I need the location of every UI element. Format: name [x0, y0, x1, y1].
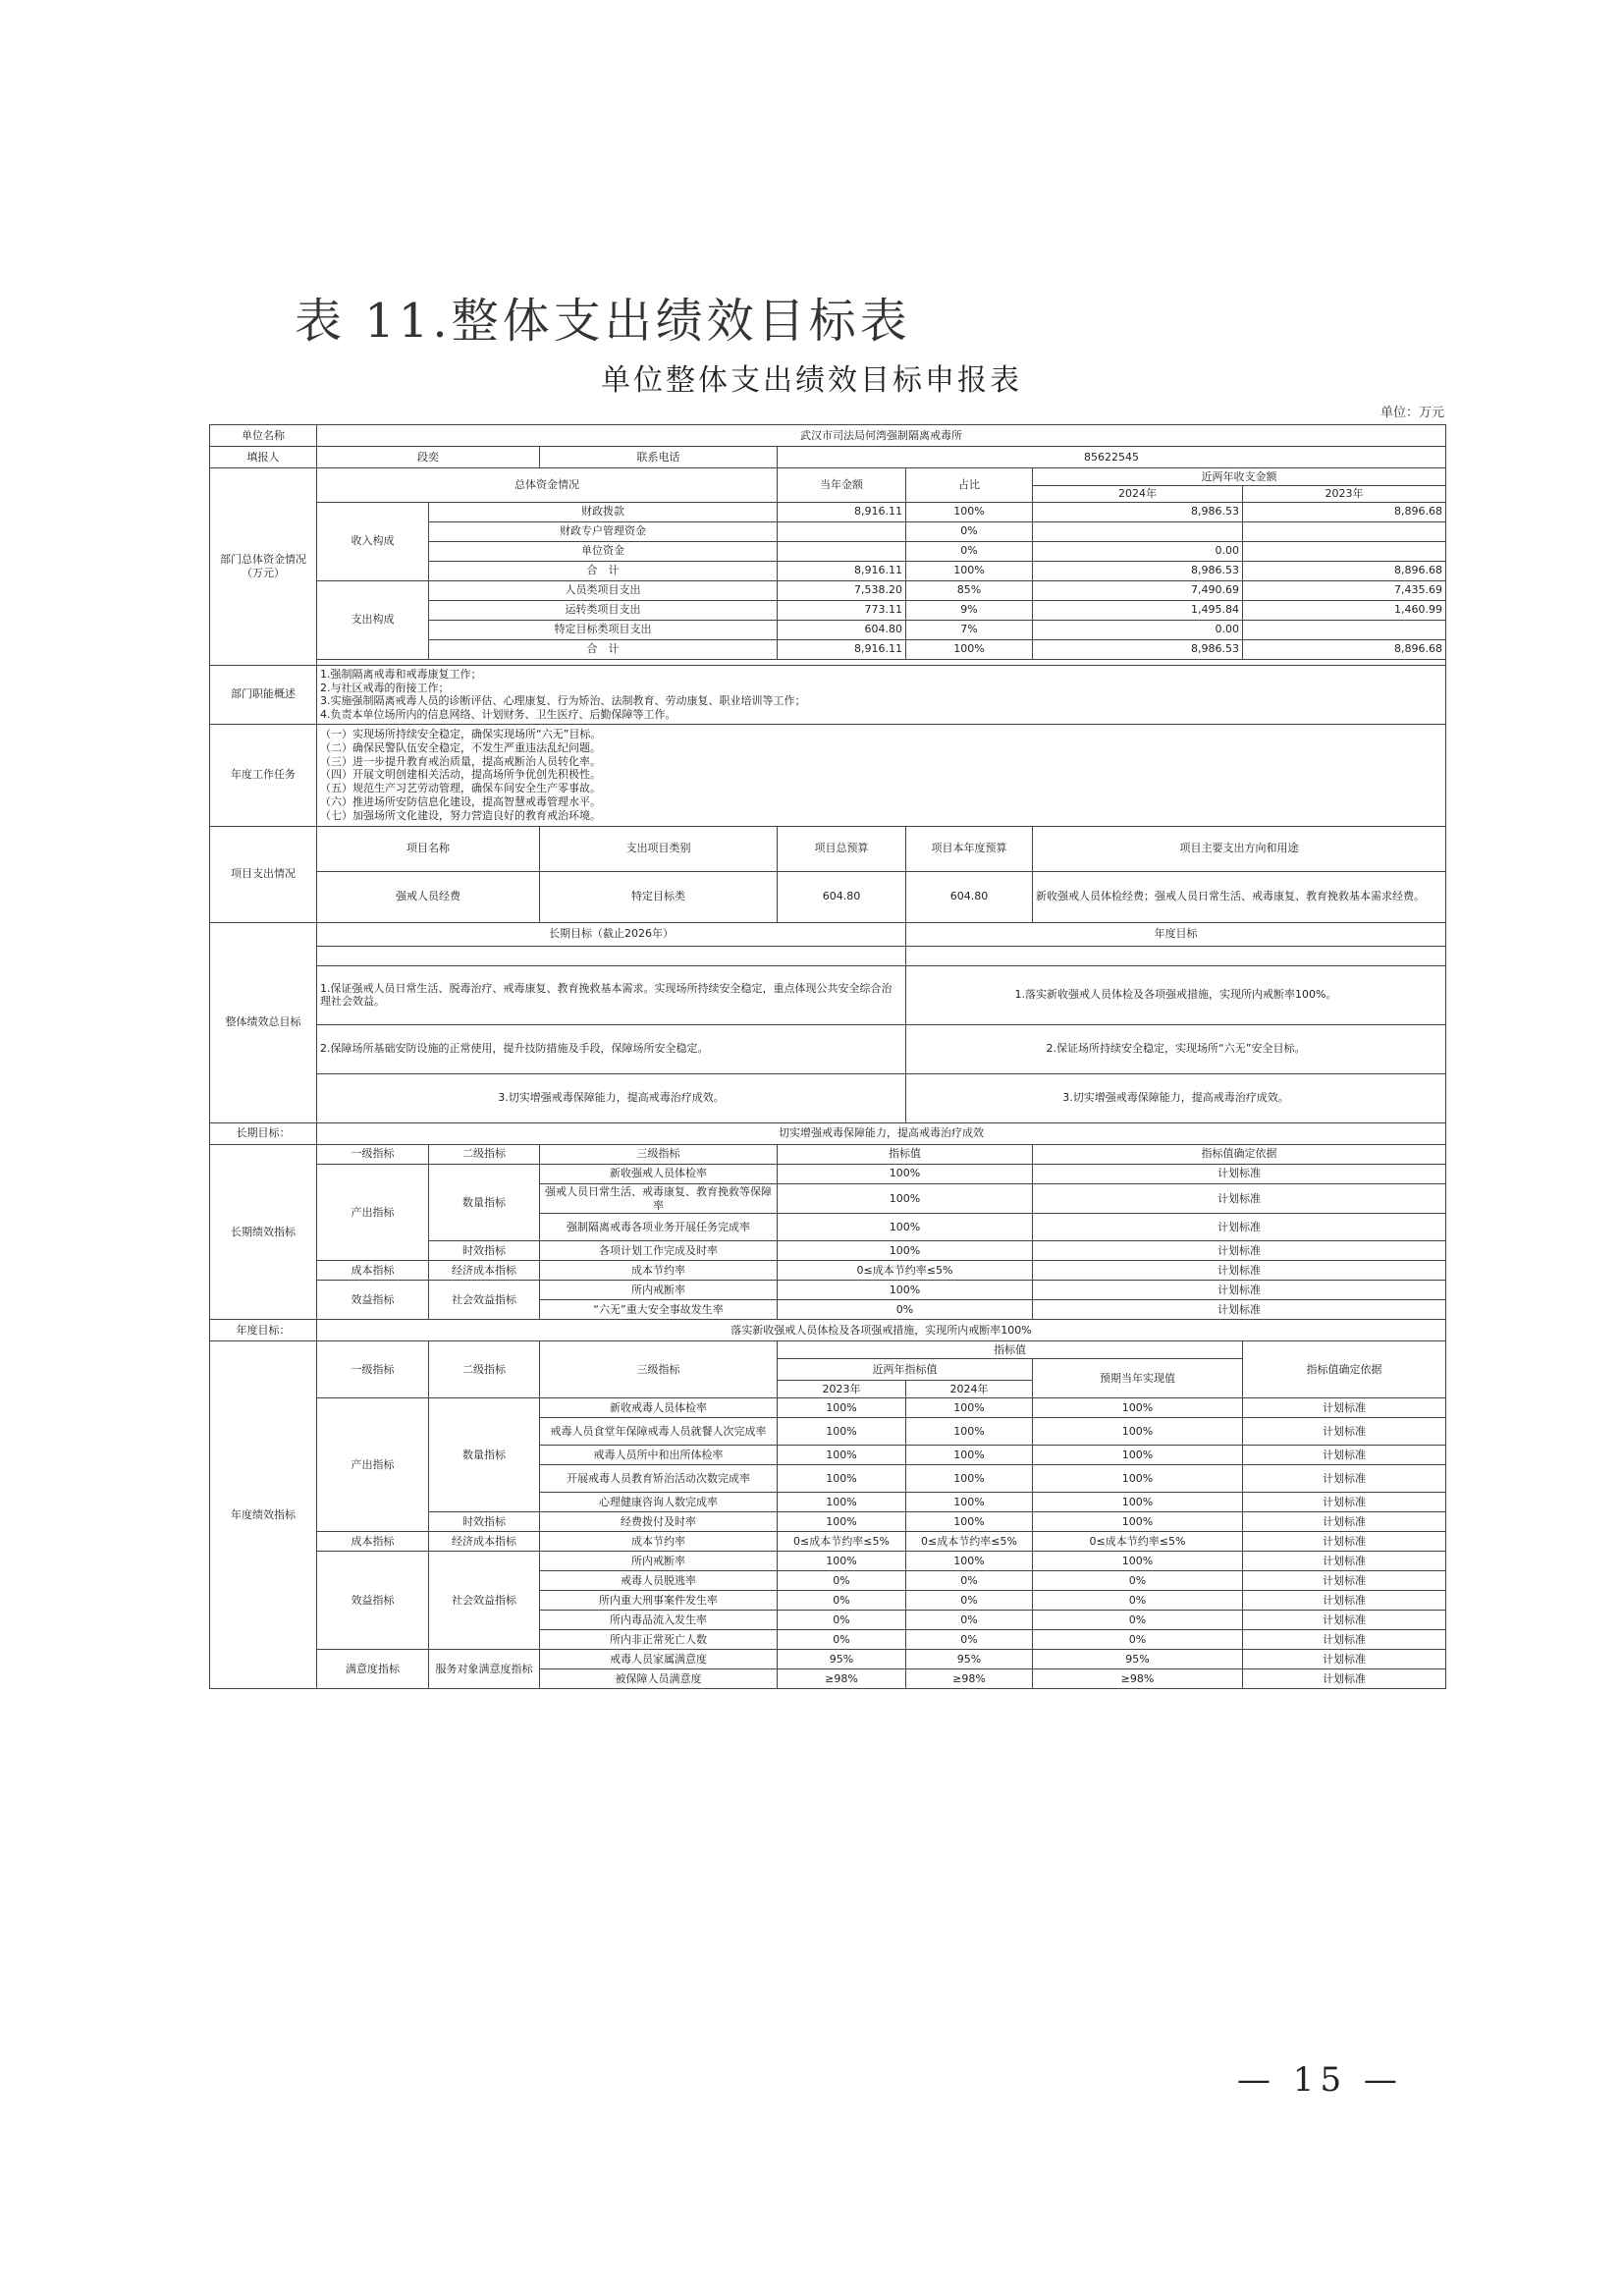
annual-basis: 计划标准	[1243, 1552, 1446, 1571]
annual-target-label: 年度目标：	[210, 1320, 317, 1341]
long-l3: 新收强戒人员体检率	[540, 1164, 778, 1183]
annual-expected: 0%	[1033, 1571, 1243, 1591]
annual-col-expected: 预期当年实现值	[1033, 1359, 1243, 1398]
long-basis: 计划标准	[1033, 1261, 1446, 1281]
project-col-purpose: 项目主要支出方向和用途	[1033, 826, 1446, 871]
expense-amount: 8,916.11	[778, 639, 906, 659]
annual-basis: 计划标准	[1243, 1446, 1446, 1465]
task-line: （六）推进场所安防信息化建设，提高智慧戒毒管理水平。	[320, 794, 601, 808]
long-value: 0≤成本节约率≤5%	[778, 1261, 1033, 1281]
expense-2024: 1,495.84	[1033, 600, 1243, 620]
income-2024: 0.00	[1033, 541, 1243, 561]
annual-col-l3: 三级指标	[540, 1341, 778, 1398]
year-goal-header: 年度目标	[906, 922, 1446, 946]
annual-l3: 所内戒断率	[540, 1552, 778, 1571]
income-name: 财政专户管理资金	[429, 521, 778, 541]
annual-l3: 被保障人员满意度	[540, 1669, 778, 1689]
annual-basis: 计划标准	[1243, 1630, 1446, 1650]
long-l3: 强制隔离戒毒各项业务开展任务完成率	[540, 1214, 778, 1241]
annual-l3: 成本节约率	[540, 1532, 778, 1552]
annual-col-recent: 近两年指标值	[778, 1359, 1033, 1381]
annual-2023: 0≤成本节约率≤5%	[778, 1532, 906, 1552]
income-amount: 8,916.11	[778, 502, 906, 521]
annual-col-value: 指标值	[778, 1341, 1243, 1359]
annual-l2: 经济成本指标	[429, 1532, 540, 1552]
annual-2023: 100%	[778, 1465, 906, 1493]
long-col-l1: 一级指标	[317, 1144, 429, 1164]
annual-2024: 100%	[906, 1512, 1033, 1532]
long-goal: 2.保障场所基础安防设施的正常使用，提升技防措施及手段，保障场所安全稳定。	[317, 1024, 906, 1073]
annual-2023: 100%	[778, 1418, 906, 1446]
overall-goals-label: 整体绩效总目标	[210, 922, 317, 1122]
long-goal: 3.切实增强戒毒保障能力，提高戒毒治疗成效。	[317, 1073, 906, 1122]
long-l2: 社会效益指标	[429, 1281, 540, 1320]
expense-ratio: 9%	[906, 600, 1033, 620]
unit-name: 武汉市司法局何湾强制隔离戒毒所	[317, 425, 1446, 447]
filler: 段奕	[317, 447, 540, 468]
annual-basis: 计划标准	[1243, 1532, 1446, 1552]
long-col-l3: 三级指标	[540, 1144, 778, 1164]
long-l3: 各项计划工作完成及时率	[540, 1241, 778, 1261]
annual-2023: 0%	[778, 1611, 906, 1630]
annual-2023: 0%	[778, 1630, 906, 1650]
expense-2023: 7,435.69	[1243, 580, 1446, 600]
expense-name: 合 计	[429, 639, 778, 659]
annual-basis: 计划标准	[1243, 1571, 1446, 1591]
annual-l1: 产出指标	[317, 1398, 429, 1532]
duties-line: 4.负责本单位场所内的信息网络、计划财务、卫生医疗、后勤保障等工作。	[320, 708, 676, 721]
funds-ratio-label: 占比	[906, 468, 1033, 503]
project-year-budget: 604.80	[906, 871, 1033, 922]
annual-expected: 100%	[1033, 1418, 1243, 1446]
annual-l1: 满意度指标	[317, 1650, 429, 1689]
annual-col-2023: 2023年	[778, 1381, 906, 1398]
annual-l3: 所内非正常死亡人数	[540, 1630, 778, 1650]
annual-2024: 100%	[906, 1465, 1033, 1493]
annual-l1: 效益指标	[317, 1552, 429, 1650]
long-l2: 经济成本指标	[429, 1261, 540, 1281]
annual-2024: 0%	[906, 1571, 1033, 1591]
annual-2023: ≥98%	[778, 1669, 906, 1689]
annual-l3: 开展戒毒人员教育矫治活动次数完成率	[540, 1465, 778, 1493]
annual-basis: 计划标准	[1243, 1611, 1446, 1630]
income-2023: 8,896.68	[1243, 502, 1446, 521]
expense-amount: 7,538.20	[778, 580, 906, 600]
expense-name: 特定目标类项目支出	[429, 620, 778, 639]
task-line: （五）规范生产习艺劳动管理，确保车间安全生产零事故。	[320, 782, 601, 795]
project-budget: 604.80	[778, 871, 906, 922]
income-2024: 8,986.53	[1033, 502, 1243, 521]
expense-label: 支出构成	[317, 580, 429, 659]
annual-2024: 100%	[906, 1493, 1033, 1512]
annual-expected: ≥98%	[1033, 1669, 1243, 1689]
annual-2024: 100%	[906, 1552, 1033, 1571]
income-amount	[778, 541, 906, 561]
project-name: 强戒人员经费	[317, 871, 540, 922]
annual-2023: 0%	[778, 1571, 906, 1591]
annual-expected: 100%	[1033, 1446, 1243, 1465]
long-basis: 计划标准	[1033, 1241, 1446, 1261]
long-l2: 数量指标	[429, 1164, 540, 1241]
performance-table	[209, 424, 1446, 1689]
annual-2023: 95%	[778, 1650, 906, 1669]
long-value: 100%	[778, 1241, 1033, 1261]
expense-ratio: 85%	[906, 580, 1033, 600]
annual-basis: 计划标准	[1243, 1418, 1446, 1446]
long-col-l2: 二级指标	[429, 1144, 540, 1164]
annual-col-basis: 指标值确定依据	[1243, 1341, 1446, 1398]
long-l3: “六无”重大安全事故发生率	[540, 1300, 778, 1320]
funds-year-2024: 2024年	[1033, 486, 1243, 503]
phone-label: 联系电话	[540, 447, 778, 468]
annual-2024: 100%	[906, 1398, 1033, 1418]
annual-expected: 100%	[1033, 1512, 1243, 1532]
long-value: 100%	[778, 1183, 1033, 1214]
long-value: 100%	[778, 1281, 1033, 1300]
expense-2023: 1,460.99	[1243, 600, 1446, 620]
annual-l3: 戒毒人员脱逃率	[540, 1571, 778, 1591]
expense-amount: 773.11	[778, 600, 906, 620]
expense-2024: 8,986.53	[1033, 639, 1243, 659]
annual-l2: 时效指标	[429, 1512, 540, 1532]
task-line: （七）加强场所文化建设，努力营造良好的教育戒治环境。	[320, 808, 601, 822]
annual-col-2024: 2024年	[906, 1381, 1033, 1398]
annual-2023: 100%	[778, 1512, 906, 1532]
annual-basis: 计划标准	[1243, 1493, 1446, 1512]
expense-2024: 0.00	[1033, 620, 1243, 639]
tasks-label: 年度工作任务	[210, 724, 317, 826]
annual-l2: 数量指标	[429, 1398, 540, 1512]
long-basis: 计划标准	[1033, 1183, 1446, 1214]
task-line: （二）确保民警队伍安全稳定，不发生严重违法乱纪问题。	[320, 740, 601, 754]
project-col-budget: 项目总预算	[778, 826, 906, 871]
annual-expected: 100%	[1033, 1398, 1243, 1418]
annual-basis: 计划标准	[1243, 1591, 1446, 1611]
annual-2024: 0%	[906, 1611, 1033, 1630]
long-value: 0%	[778, 1300, 1033, 1320]
annual-2024: ≥98%	[906, 1669, 1033, 1689]
funds-overall-label: 总体资金情况	[317, 468, 778, 503]
annual-l3: 所内重大刑事案件发生率	[540, 1591, 778, 1611]
annual-expected: 100%	[1033, 1465, 1243, 1493]
annual-2024: 0%	[906, 1591, 1033, 1611]
project-col-type: 支出项目类别	[540, 826, 778, 871]
annual-2023: 100%	[778, 1446, 906, 1465]
annual-l3: 戒毒人员家属满意度	[540, 1650, 778, 1669]
task-line: （三）进一步提升教育戒治质量，提高戒断治人员转化率。	[320, 754, 601, 768]
income-2024: 8,986.53	[1033, 561, 1243, 580]
income-2023	[1243, 521, 1446, 541]
long-col-value: 指标值	[778, 1144, 1033, 1164]
long-value: 100%	[778, 1214, 1033, 1241]
expense-2024: 7,490.69	[1033, 580, 1243, 600]
long-l1: 效益指标	[317, 1281, 429, 1320]
annual-2024: 0≤成本节约率≤5%	[906, 1532, 1033, 1552]
expense-2023	[1243, 620, 1446, 639]
phone: 85622545	[778, 447, 1446, 468]
expense-name: 运转类项目支出	[429, 600, 778, 620]
long-goal: 1.保证强戒人员日常生活、脱毒治疗、戒毒康复、教育挽救基本需求。实现场所持续安全稳定，重点体现公共安全综合治理社会效益。	[317, 965, 906, 1024]
annual-basis: 计划标准	[1243, 1669, 1446, 1689]
annual-l2: 社会效益指标	[429, 1552, 540, 1650]
long-value: 100%	[778, 1164, 1033, 1183]
long-target-label: 长期目标：	[210, 1122, 317, 1144]
expense-ratio: 100%	[906, 639, 1033, 659]
annual-expected: 0%	[1033, 1591, 1243, 1611]
annual-expected: 0%	[1033, 1611, 1243, 1630]
funds-year-2023: 2023年	[1243, 486, 1446, 503]
annual-2024: 95%	[906, 1650, 1033, 1669]
unit-name-label: 单位名称	[210, 425, 317, 447]
long-basis: 计划标准	[1033, 1300, 1446, 1320]
annual-col-l1: 一级指标	[317, 1341, 429, 1398]
long-l1: 产出指标	[317, 1164, 429, 1261]
annual-l3: 戒毒人员食堂年保障戒毒人员就餐人次完成率	[540, 1418, 778, 1446]
funds-section-label: 部门总体资金情况（万元）	[210, 468, 317, 666]
long-col-basis: 指标值确定依据	[1033, 1144, 1446, 1164]
duties-line: 2.与社区戒毒的衔接工作；	[320, 681, 450, 694]
expense-name: 人员类项目支出	[429, 580, 778, 600]
annual-expected: 100%	[1033, 1493, 1243, 1512]
income-2023	[1243, 541, 1446, 561]
annual-section-label: 年度绩效指标	[210, 1341, 317, 1689]
annual-basis: 计划标准	[1243, 1512, 1446, 1532]
income-name: 合 计	[429, 561, 778, 580]
expense-ratio: 7%	[906, 620, 1033, 639]
funds-recent-label: 近两年收支金额	[1033, 468, 1446, 486]
annual-l3: 戒毒人员所中和出所体检率	[540, 1446, 778, 1465]
annual-2024: 0%	[906, 1630, 1033, 1650]
income-2024	[1033, 521, 1243, 541]
annual-l3: 经费拨付及时率	[540, 1512, 778, 1532]
page-title: 表 11.整体支出绩效目标表	[295, 294, 911, 349]
project-col-year-budget: 项目本年度预算	[906, 826, 1033, 871]
duties-label: 部门职能概述	[210, 665, 317, 724]
income-ratio: 100%	[906, 502, 1033, 521]
expense-2023: 8,896.68	[1243, 639, 1446, 659]
income-ratio: 0%	[906, 541, 1033, 561]
annual-l2: 服务对象满意度指标	[429, 1650, 540, 1689]
long-section-label: 长期绩效指标	[210, 1144, 317, 1320]
expense-amount: 604.80	[778, 620, 906, 639]
annual-2023: 100%	[778, 1552, 906, 1571]
annual-expected: 0%	[1033, 1630, 1243, 1650]
income-ratio: 0%	[906, 521, 1033, 541]
duties-line: 3.实施强制隔离戒毒人员的诊断评估、心理康复、行为矫治、法制教育、劳动康复、职业培训等工作；	[320, 694, 806, 708]
annual-2024: 100%	[906, 1418, 1033, 1446]
income-name: 财政拨款	[429, 502, 778, 521]
year-goal: 1.落实新收强戒人员体检及各项强戒措施，实现所内戒断率100%。	[906, 965, 1446, 1024]
project-col-name: 项目名称	[317, 826, 540, 871]
long-l3: 成本节约率	[540, 1261, 778, 1281]
annual-2023: 100%	[778, 1493, 906, 1512]
year-goal: 2.保证场所持续安全稳定，实现场所“六无”安全目标。	[906, 1024, 1446, 1073]
long-l1: 成本指标	[317, 1261, 429, 1281]
long-l2: 时效指标	[429, 1241, 540, 1261]
income-2023: 8,896.68	[1243, 561, 1446, 580]
annual-expected: 100%	[1033, 1552, 1243, 1571]
long-goal-header: 长期目标（截止2026年）	[317, 922, 906, 946]
annual-basis: 计划标准	[1243, 1650, 1446, 1669]
annual-expected: 0≤成本节约率≤5%	[1033, 1532, 1243, 1552]
annual-l3: 新收戒毒人员体检率	[540, 1398, 778, 1418]
long-target-text: 切实增强戒毒保障能力，提高戒毒治疗成效	[317, 1122, 1446, 1144]
long-basis: 计划标准	[1033, 1281, 1446, 1300]
annual-basis: 计划标准	[1243, 1465, 1446, 1493]
annual-expected: 95%	[1033, 1650, 1243, 1669]
income-name: 单位资金	[429, 541, 778, 561]
annual-basis: 计划标准	[1243, 1398, 1446, 1418]
annual-2023: 100%	[778, 1398, 906, 1418]
year-goal: 3.切实增强戒毒保障能力，提高戒毒治疗成效。	[906, 1073, 1446, 1122]
long-basis: 计划标准	[1033, 1214, 1446, 1241]
project-type: 特定目标类	[540, 871, 778, 922]
income-amount: 8,916.11	[778, 561, 906, 580]
annual-2023: 0%	[778, 1591, 906, 1611]
long-basis: 计划标准	[1033, 1164, 1446, 1183]
annual-l3: 心理健康咨询人数完成率	[540, 1493, 778, 1512]
duties-line: 1.强制隔离戒毒和戒毒康复工作；	[320, 667, 482, 681]
filler-label: 填报人	[210, 447, 317, 468]
income-label: 收入构成	[317, 502, 429, 580]
annual-2024: 100%	[906, 1446, 1033, 1465]
task-line: （一）实现场所持续安全稳定，确保实现场所“六无”目标。	[320, 728, 602, 741]
unit-label: 单位：万元	[1380, 406, 1444, 420]
project-purpose: 新收强戒人员体检经费；强戒人员日常生活、戒毒康复、教育挽救基本需求经费。	[1033, 871, 1446, 922]
long-l3: 所内戒断率	[540, 1281, 778, 1300]
page-number: — 15 —	[1237, 2060, 1403, 2100]
long-l3: 强戒人员日常生活、戒毒康复、教育挽救等保障率	[540, 1183, 778, 1214]
annual-col-l2: 二级指标	[429, 1341, 540, 1398]
annual-l1: 成本指标	[317, 1532, 429, 1552]
projects-label: 项目支出情况	[210, 826, 317, 922]
annual-target-text: 落实新收强戒人员体检及各项强戒措施，实现所内戒断率100%	[317, 1320, 1446, 1341]
income-ratio: 100%	[906, 561, 1033, 580]
annual-l3: 所内毒品流入发生率	[540, 1611, 778, 1630]
income-amount	[778, 521, 906, 541]
funds-current-label: 当年金额	[778, 468, 906, 503]
task-line: （四）开展文明创建相关活动，提高场所争优创先积极性。	[320, 768, 601, 782]
form-title: 单位整体支出绩效目标申报表	[601, 363, 1022, 398]
